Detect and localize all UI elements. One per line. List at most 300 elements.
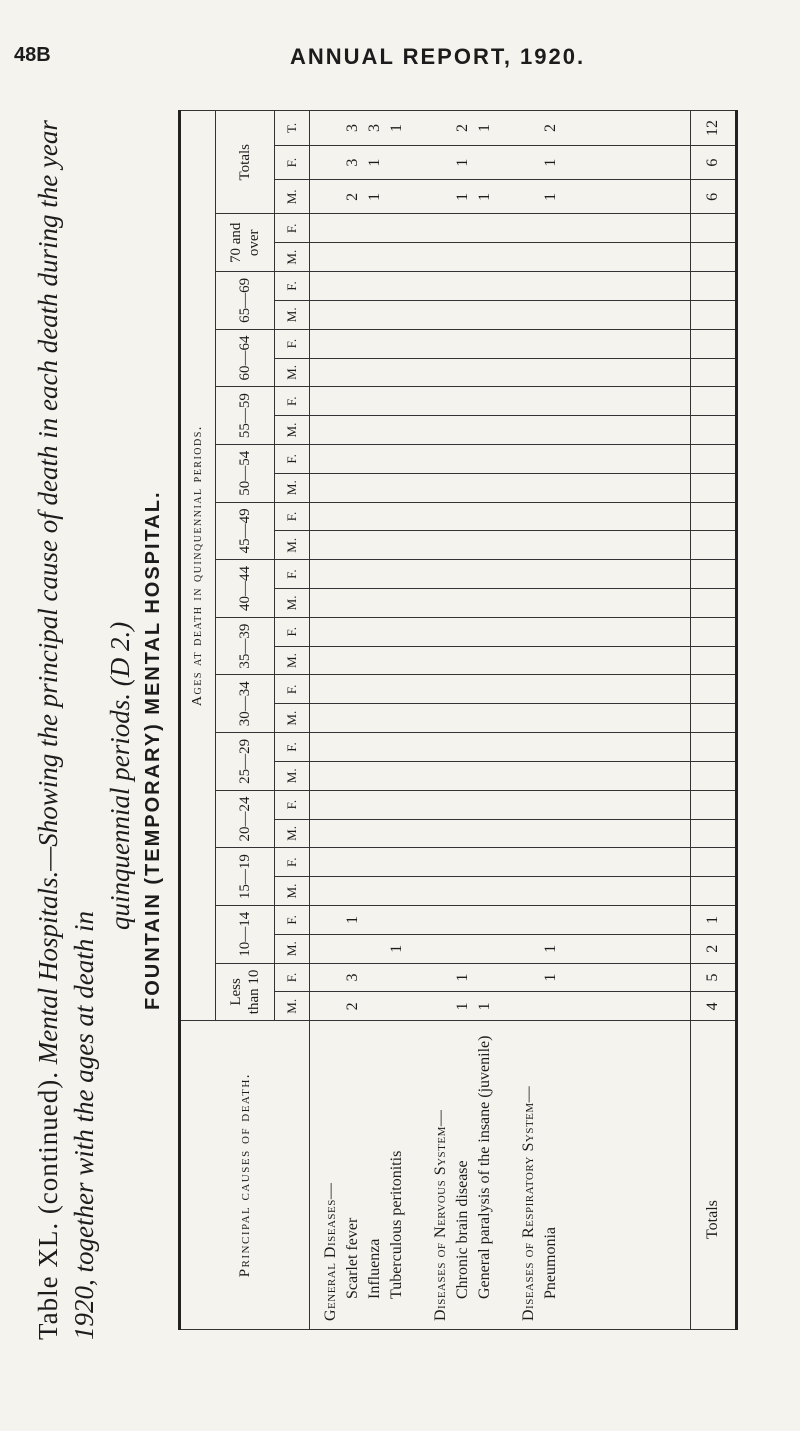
age-group-header: 70 and over [216, 214, 275, 272]
value-cell [408, 560, 430, 588]
total-cell [691, 329, 737, 358]
value-cell [430, 330, 452, 358]
cause-name: Scarlet fever [344, 1217, 361, 1299]
value-cell [342, 877, 364, 905]
value-cell [496, 359, 518, 387]
value-cell [430, 791, 452, 819]
value-column [310, 214, 691, 243]
value-cell [452, 445, 474, 473]
value-cell [430, 906, 452, 934]
value-cell [342, 560, 364, 588]
value-cell [408, 675, 430, 703]
value-cell [320, 214, 342, 242]
value-cell [518, 301, 540, 329]
value-cell [364, 992, 386, 1020]
value-cell [364, 503, 386, 531]
value-cell [408, 387, 430, 415]
value-cell [408, 330, 430, 358]
value-column [310, 444, 691, 473]
total-cell [691, 819, 737, 848]
age-group-header: Less than 10 [216, 963, 275, 1021]
value-cell [408, 618, 430, 646]
value-cell [408, 820, 430, 848]
value-cell [452, 791, 474, 819]
value-cell [320, 445, 342, 473]
value-cell [408, 964, 430, 992]
value-cell [342, 474, 364, 502]
caption-line-2: quinquennial periods. (D 2.) [105, 621, 135, 930]
value-cell [452, 474, 474, 502]
value-cell [386, 906, 408, 934]
age-group-header: 55—59 [216, 387, 275, 445]
value-cell [496, 180, 518, 213]
value-cell [342, 848, 364, 876]
value-cell [540, 992, 562, 1020]
total-cell [691, 243, 737, 272]
value-cell [320, 992, 342, 1020]
value-cell: 3 [344, 123, 361, 132]
value-cell [496, 935, 518, 963]
value-cell [474, 387, 496, 415]
value-cell [320, 964, 342, 992]
value-cell [320, 733, 342, 761]
value-cell [496, 992, 518, 1020]
sex-header: F. [275, 272, 310, 301]
value-cell [430, 531, 452, 559]
value-cell [320, 146, 342, 179]
value-cell: 1 [542, 973, 559, 982]
value-cell [540, 791, 562, 819]
value-cell [430, 589, 452, 617]
value-cell [452, 848, 474, 876]
value-cell [518, 531, 540, 559]
value-cell [408, 762, 430, 790]
value-cell [518, 877, 540, 905]
value-cell [518, 387, 540, 415]
value-column [310, 145, 691, 179]
cause-column-header: Principal causes of death. [180, 1021, 310, 1330]
value-column [310, 329, 691, 358]
value-cell [320, 675, 342, 703]
value-cell [452, 589, 474, 617]
value-cell: 1 [366, 158, 383, 167]
value-cell [408, 474, 430, 502]
value-cell [452, 359, 474, 387]
value-cell [320, 647, 342, 675]
value-cell [430, 180, 452, 213]
value-cell [430, 733, 452, 761]
value-cell [408, 647, 430, 675]
value-cell [342, 387, 364, 415]
rotated-table-page [30, 90, 790, 1340]
value-cell [496, 474, 518, 502]
value-cell [342, 733, 364, 761]
value-cell [540, 243, 562, 271]
value-column [310, 934, 691, 963]
value-cell [474, 791, 496, 819]
value-cell [320, 359, 342, 387]
value-cell [320, 416, 342, 444]
value-cell [474, 618, 496, 646]
total-cell [691, 761, 737, 790]
value-cell [320, 848, 342, 876]
value-cell [518, 214, 540, 242]
value-column [310, 300, 691, 329]
value-cell [474, 820, 496, 848]
sex-header: M. [275, 589, 310, 618]
value-cell [474, 935, 496, 963]
total-cell [691, 358, 737, 387]
cause-category: Diseases of Nervous System— [432, 1109, 449, 1321]
value-cell [452, 387, 474, 415]
value-cell [518, 935, 540, 963]
value-cell [496, 906, 518, 934]
value-cell [452, 877, 474, 905]
value-cell [518, 618, 540, 646]
value-column [310, 180, 691, 214]
value-cell [452, 416, 474, 444]
value-cell [518, 762, 540, 790]
value-cell [496, 243, 518, 271]
value-cell [408, 906, 430, 934]
value-cell: 1 [388, 944, 405, 953]
sex-header: F. [275, 214, 310, 243]
value-cell [540, 330, 562, 358]
value-cell [342, 589, 364, 617]
sex-header: F. [275, 905, 310, 934]
value-cell [320, 618, 342, 646]
value-column [310, 761, 691, 790]
value-cell [474, 359, 496, 387]
value-cell [518, 503, 540, 531]
cause-name: Pneumonia [542, 1227, 559, 1299]
value-cell [540, 877, 562, 905]
value-cell [386, 675, 408, 703]
value-cell [430, 820, 452, 848]
value-cell [342, 330, 364, 358]
value-cell [364, 531, 386, 559]
value-cell [342, 820, 364, 848]
sex-header: M. [275, 877, 310, 906]
value-cell [386, 964, 408, 992]
total-cell [691, 272, 737, 301]
value-cell [474, 272, 496, 300]
value-cell [408, 531, 430, 559]
value-cell [496, 848, 518, 876]
value-cell [474, 301, 496, 329]
value-cell [364, 359, 386, 387]
value-cell [496, 964, 518, 992]
value-cell [320, 560, 342, 588]
value-cell [364, 704, 386, 732]
value-column [310, 502, 691, 531]
value-cell [320, 704, 342, 732]
value-column [310, 819, 691, 848]
value-cell [408, 877, 430, 905]
caption-lead: Table XL. (continued). [33, 1070, 63, 1340]
value-cell [496, 503, 518, 531]
sex-header: M. [275, 819, 310, 848]
value-cell [320, 762, 342, 790]
value-cell: 3 [344, 158, 361, 167]
table-caption [30, 90, 138, 1340]
value-cell [430, 416, 452, 444]
value-cell [320, 301, 342, 329]
total-cell [691, 560, 737, 589]
value-cell [386, 618, 408, 646]
value-cell [496, 704, 518, 732]
value-cell [364, 589, 386, 617]
value-cell [474, 704, 496, 732]
value-cell [496, 301, 518, 329]
value-cell [408, 589, 430, 617]
value-cell [474, 214, 496, 242]
value-cell: 3 [366, 123, 383, 132]
value-column [310, 675, 691, 704]
value-cell [320, 243, 342, 271]
value-cell [474, 416, 496, 444]
value-cell [386, 560, 408, 588]
value-cell [540, 272, 562, 300]
value-cell [320, 111, 342, 145]
total-cell [691, 733, 737, 762]
value-column [310, 646, 691, 675]
sex-header: M. [275, 531, 310, 560]
value-cell [408, 503, 430, 531]
value-cell [496, 762, 518, 790]
value-cell [518, 180, 540, 213]
value-cell [474, 474, 496, 502]
value-cell [452, 733, 474, 761]
total-cell: 6 [691, 145, 737, 179]
value-cell [342, 762, 364, 790]
value-cell [408, 111, 430, 145]
total-cell: 6 [691, 180, 737, 214]
cause-category: General Diseases— [322, 1182, 339, 1321]
value-cell [518, 647, 540, 675]
value-cell [320, 589, 342, 617]
value-cell [540, 733, 562, 761]
value-cell [496, 791, 518, 819]
value-cell: 1 [454, 973, 471, 982]
value-cell [518, 906, 540, 934]
age-group-header: 25—29 [216, 733, 275, 791]
value-cell [430, 146, 452, 179]
value-cell [408, 791, 430, 819]
total-cell [691, 416, 737, 445]
total-cell [691, 531, 737, 560]
cause-name: Chronic brain disease [454, 1160, 471, 1299]
value-cell [386, 647, 408, 675]
total-cell [691, 444, 737, 473]
value-column [310, 473, 691, 502]
value-column [310, 992, 691, 1021]
value-cell [320, 272, 342, 300]
value-cell [496, 820, 518, 848]
sex-header: M. [275, 992, 310, 1021]
value-cell [430, 992, 452, 1020]
total-cell [691, 300, 737, 329]
value-cell [408, 733, 430, 761]
value-column [310, 905, 691, 934]
value-cell [430, 243, 452, 271]
total-cell: 1 [691, 905, 737, 934]
value-cell [518, 704, 540, 732]
sex-header: M. [275, 180, 310, 214]
value-cell [342, 243, 364, 271]
value-cell [408, 992, 430, 1020]
value-cell [386, 180, 408, 213]
value-cell [320, 877, 342, 905]
value-cell [474, 675, 496, 703]
value-cell [320, 820, 342, 848]
value-cell [430, 964, 452, 992]
cause-name: Tuberculous peritonitis [388, 1150, 405, 1299]
value-cell [342, 647, 364, 675]
value-cell [364, 243, 386, 271]
value-cell [518, 992, 540, 1020]
age-group-header: 15—19 [216, 848, 275, 906]
value-cell [474, 330, 496, 358]
value-cell [364, 906, 386, 934]
value-cell [386, 272, 408, 300]
value-cell [540, 618, 562, 646]
value-cell [518, 111, 540, 145]
value-cell: 1 [476, 192, 493, 201]
value-cell [540, 301, 562, 329]
age-group-header: 40—44 [216, 560, 275, 618]
cause-name: General paralysis of the insane (juvenile) [476, 1035, 493, 1299]
sex-header: M. [275, 646, 310, 675]
running-head: ANNUAL REPORT, 1920. [290, 44, 586, 69]
value-cell [342, 359, 364, 387]
value-cell [518, 675, 540, 703]
value-cell [474, 733, 496, 761]
value-column [310, 848, 691, 877]
value-cell [386, 503, 408, 531]
sex-header: F. [275, 560, 310, 589]
value-column [310, 387, 691, 416]
value-cell [452, 762, 474, 790]
age-group-header: 50—54 [216, 444, 275, 502]
totals-row [691, 111, 737, 1330]
value-cell [430, 387, 452, 415]
value-column [310, 963, 691, 992]
value-cell [408, 359, 430, 387]
age-group-header: 65—69 [216, 272, 275, 330]
value-cell [474, 531, 496, 559]
value-cell [408, 272, 430, 300]
total-cell [691, 790, 737, 819]
value-column [310, 243, 691, 272]
sex-header: M. [275, 416, 310, 445]
value-cell [496, 387, 518, 415]
value-cell [474, 848, 496, 876]
value-cell [540, 906, 562, 934]
value-cell [518, 820, 540, 848]
value-cell [408, 416, 430, 444]
value-cell: 2 [344, 1002, 361, 1011]
value-column [310, 733, 691, 762]
value-cell [320, 330, 342, 358]
value-cell [452, 301, 474, 329]
value-cell [342, 301, 364, 329]
value-cell [364, 618, 386, 646]
value-cell: 1 [454, 1002, 471, 1011]
value-cell [496, 214, 518, 242]
value-cell [364, 301, 386, 329]
total-cell [691, 387, 737, 416]
total-cell [691, 848, 737, 877]
total-cell: 2 [691, 934, 737, 963]
value-cell [430, 675, 452, 703]
totals-label: Totals [691, 1021, 737, 1330]
value-cell [518, 589, 540, 617]
value-cell [474, 877, 496, 905]
sex-header: M. [275, 358, 310, 387]
value-cell [496, 647, 518, 675]
value-cell [474, 503, 496, 531]
value-cell [452, 935, 474, 963]
value-cell [386, 146, 408, 179]
value-column [310, 704, 691, 733]
value-cell [540, 704, 562, 732]
total-cell [691, 675, 737, 704]
value-cell: 1 [344, 915, 361, 924]
value-cell [386, 214, 408, 242]
value-cell [518, 445, 540, 473]
value-cell [518, 474, 540, 502]
age-group-header: 45—49 [216, 502, 275, 560]
value-cell [452, 647, 474, 675]
cause-category: Diseases of Respiratory System— [520, 1085, 537, 1321]
value-cell [386, 762, 408, 790]
value-cell: 1 [542, 158, 559, 167]
value-column [310, 358, 691, 387]
value-cell [518, 243, 540, 271]
value-column [310, 617, 691, 646]
sex-header: F. [275, 733, 310, 762]
value-cell [540, 820, 562, 848]
value-cell [342, 503, 364, 531]
value-cell [540, 474, 562, 502]
value-cell [452, 531, 474, 559]
value-cell [386, 589, 408, 617]
value-cell [320, 474, 342, 502]
value-cell: 1 [454, 158, 471, 167]
value-cell [518, 330, 540, 358]
value-cell [474, 146, 496, 179]
value-cell [364, 272, 386, 300]
value-cell [452, 330, 474, 358]
age-group-header: 60—64 [216, 329, 275, 387]
value-cell [452, 560, 474, 588]
total-cell [691, 617, 737, 646]
value-cell [474, 589, 496, 617]
total-cell [691, 877, 737, 906]
value-cell [430, 474, 452, 502]
value-cell [386, 848, 408, 876]
value-column [310, 589, 691, 618]
sex-header: F. [275, 790, 310, 819]
value-cell [540, 589, 562, 617]
table-body [310, 111, 737, 1330]
value-cell [496, 675, 518, 703]
total-cell [691, 473, 737, 502]
value-cell [540, 531, 562, 559]
cause-name: Influenza [366, 1238, 383, 1299]
value-cell [386, 445, 408, 473]
